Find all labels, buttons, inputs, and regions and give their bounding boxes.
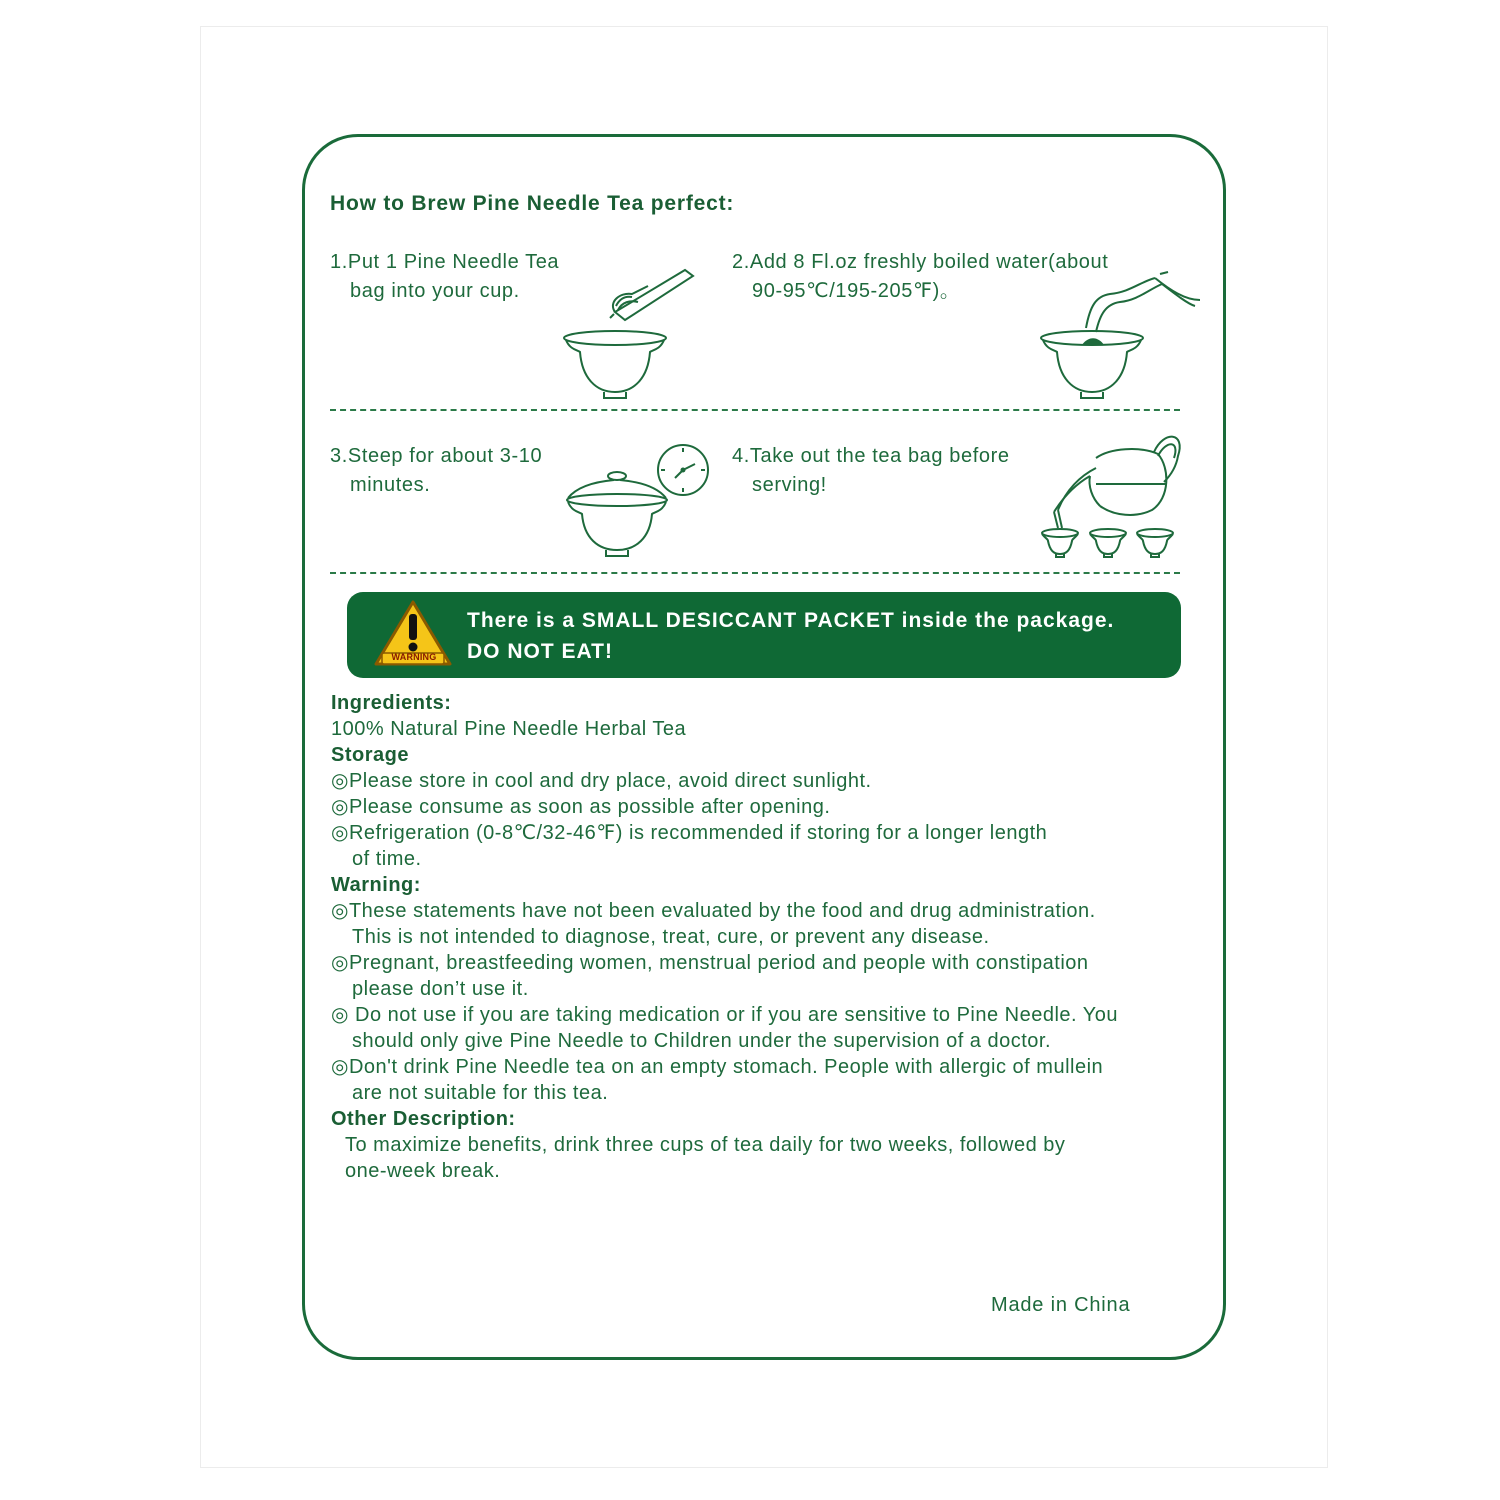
- step-3-line1: 3.Steep for about 3-10: [330, 445, 543, 467]
- warning-heading: Warning:: [331, 874, 421, 896]
- step-4-line1: 4.Take out the tea bag before: [732, 445, 1010, 467]
- covered-bowl-icon: [562, 470, 672, 560]
- info-section: [331, 690, 1211, 1184]
- step-3-line2: minutes.: [350, 474, 431, 496]
- divider-2: [330, 572, 1180, 574]
- step-1: [330, 248, 559, 306]
- desiccant-line2: DO NOT EAT!: [467, 640, 613, 663]
- brew-title: How to Brew Pine Needle Tea perfect:: [330, 192, 735, 215]
- storage-item-1: ◎Please store in cool and dry place, avoid direct sunlight.: [331, 770, 872, 792]
- warning-item-1-cont: This is not intended to diagnose, treat, cure, or prevent any disease.: [352, 926, 990, 948]
- storage-item-3-cont: of time.: [352, 848, 422, 870]
- step-4-line2: serving!: [752, 474, 827, 496]
- warning-item-3-cont: should only give Pine Needle to Children under the supervision of a doctor.: [352, 1030, 1052, 1052]
- warning-item-1: ◎These statements have not been evaluated by the food and drug administration.: [331, 900, 1096, 922]
- ingredients-text: 100% Natural Pine Needle Herbal Tea: [331, 718, 687, 740]
- warning-badge-label: WARNING: [391, 652, 437, 662]
- storage-item-2: ◎Please consume as soon as possible after opening.: [331, 796, 831, 818]
- warning-item-2-cont: please don’t use it.: [352, 978, 529, 1000]
- step-3: [330, 442, 542, 500]
- other-line-1: To maximize benefits, drink three cups of tea daily for two weeks, followed by: [345, 1134, 1066, 1156]
- divider-1: [330, 409, 1180, 411]
- step-4: [732, 442, 1010, 500]
- desiccant-text: [467, 605, 1114, 667]
- warning-item-3: ◎ Do not use if you are taking medication or if you are sensitive to Pine Needle. You: [331, 1004, 1119, 1026]
- step-2-line1: 2.Add 8 Fl.oz freshly boiled water(about: [732, 251, 1109, 273]
- step-2-line2: 90-95℃/195-205℉)。: [752, 280, 961, 302]
- tea-bowl-icon: [560, 328, 670, 403]
- warning-item-4-cont: are not suitable for this tea.: [352, 1082, 609, 1104]
- step-1-line1: 1.Put 1 Pine Needle Tea: [330, 251, 560, 273]
- storage-item-3: ◎Refrigeration (0-8℃/32-46℉) is recommended if storing for a longer length: [331, 822, 1048, 844]
- desiccant-line1: There is a SMALL DESICCANT PACKET inside the package.: [467, 609, 1115, 632]
- kettle-pour-icon: [1040, 270, 1205, 405]
- warning-item-2: ◎Pregnant, breastfeeding women, menstrual period and people with constipation: [331, 952, 1089, 974]
- warning-item-4: ◎Don't drink Pine Needle tea on an empty stomach. People with allergic of mullein: [331, 1056, 1104, 1078]
- other-heading: Other Description:: [331, 1108, 516, 1130]
- step-1-line2: bag into your cup.: [350, 280, 520, 302]
- storage-heading: Storage: [331, 744, 409, 766]
- ingredients-heading: Ingredients:: [331, 692, 452, 714]
- made-in-label: Made in China: [991, 1294, 1131, 1316]
- tea-cups-icon: [1040, 527, 1180, 559]
- other-line-2: one-week break.: [345, 1160, 501, 1182]
